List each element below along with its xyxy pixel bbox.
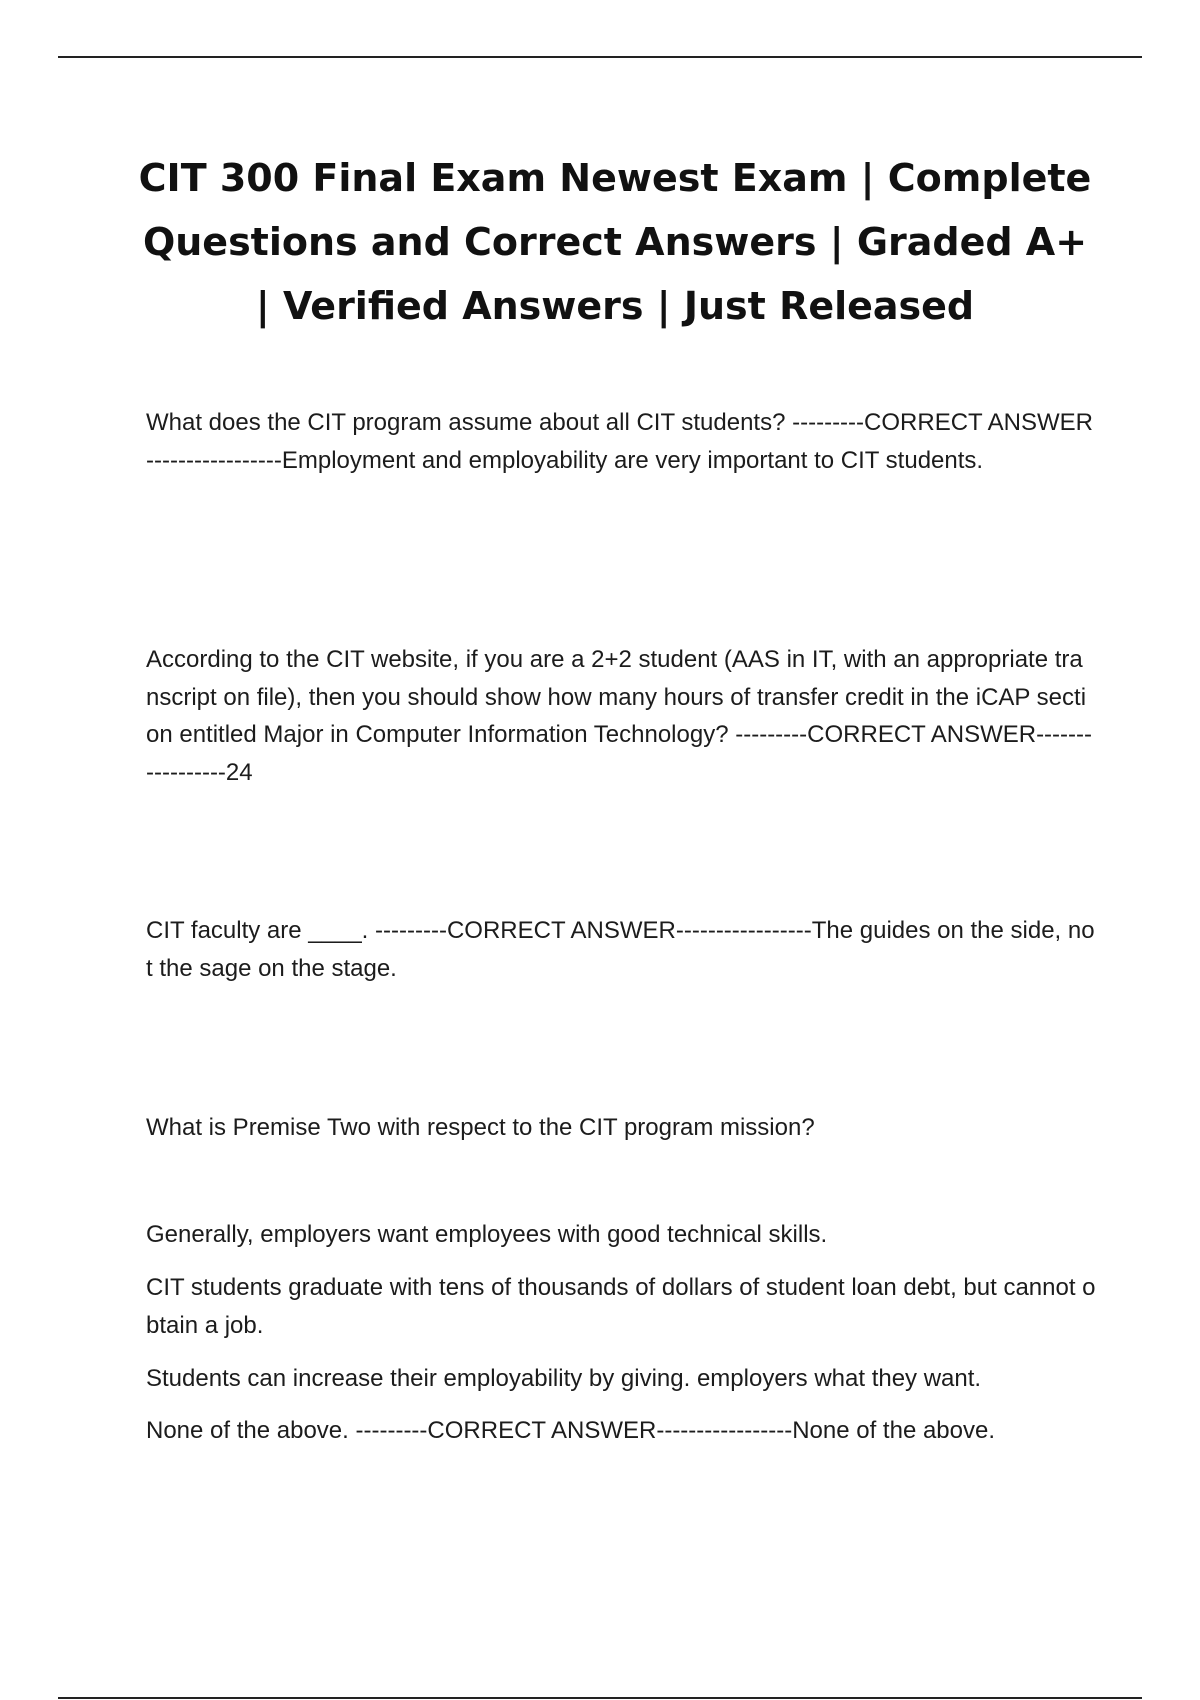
- bottom-rule: [58, 1697, 1142, 1699]
- question-4-option-4: None of the above. ---------CORRECT ANSWER-----------------None of the above.: [146, 1417, 996, 1444]
- question-4: What is Premise Two with respect to the CIT program mission?: [146, 1114, 815, 1141]
- question-4-option-1: Generally, employers want employees with good technical skills.: [146, 1221, 828, 1248]
- document-title: CIT 300 Final Exam Newest Exam | Complete Questions and Correct Answers | Graded A+ | Verified Answers | Just Released: [138, 156, 1092, 328]
- question-3: CIT faculty are ____. ---------CORRECT ANSWER-----------------The guides on the side, not the sage on the stage.: [146, 917, 1095, 982]
- top-rule: [58, 56, 1142, 58]
- question-4-option-2: CIT students graduate with tens of thousands of dollars of student loan debt, but cannot obtain a job.: [146, 1274, 1096, 1339]
- question-1: What does the CIT program assume about all CIT students? ---------CORRECT ANSWER-----------------Employment and employability are very important to CIT students.: [146, 409, 1093, 474]
- question-4-option-3: Students can increase their employability by giving. employers what they want.: [146, 1365, 982, 1392]
- question-2: According to the CIT website, if you are a 2+2 student (AAS in IT, with an appropriate transcript on file), then you should show how many hours of transfer credit in the iCAP section entitled Major in Computer Information Technology? ---------CORRECT ANSWER-----------------24: [146, 646, 1093, 786]
